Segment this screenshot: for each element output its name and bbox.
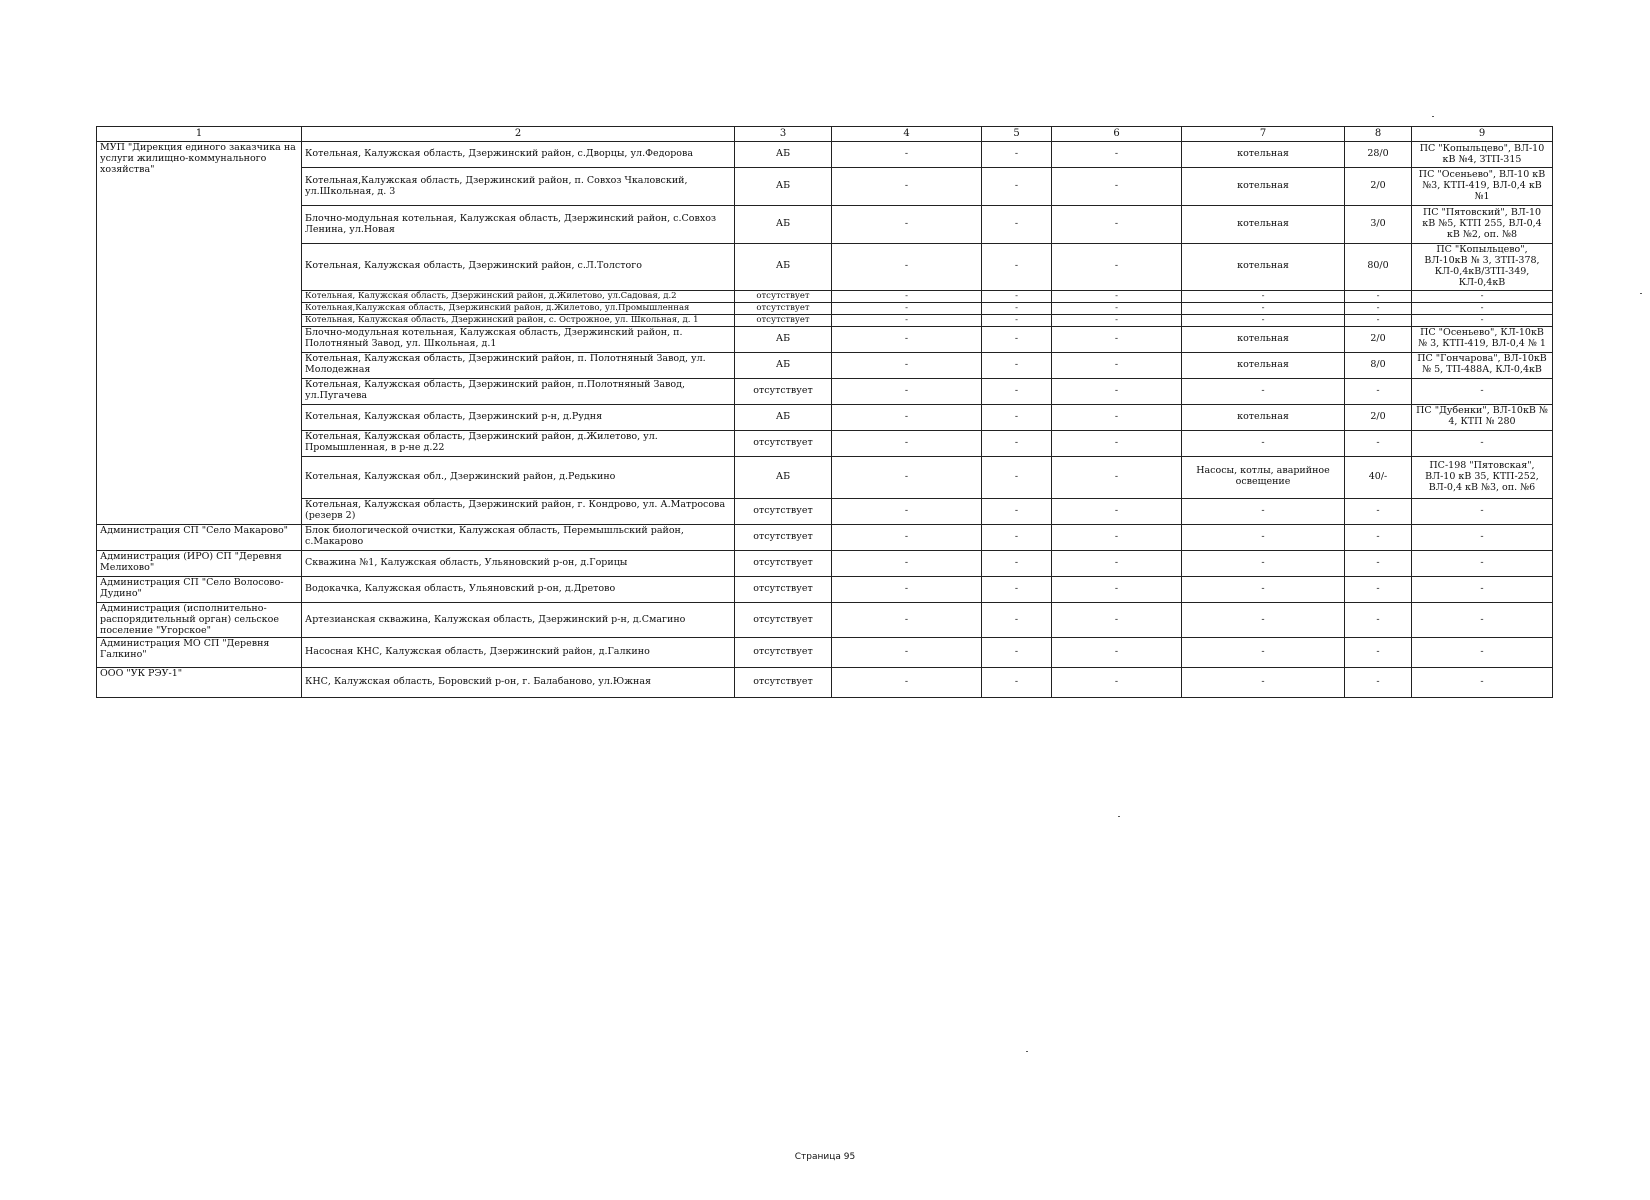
col7-cell: - [1182, 378, 1345, 404]
table-row [97, 290, 1553, 302]
col7-cell: - [1182, 302, 1345, 314]
col3-cell: отсутствует [735, 314, 832, 326]
col8-cell: - [1345, 602, 1412, 638]
col8-cell: - [1345, 524, 1412, 550]
col6-cell: - [1052, 290, 1182, 302]
object-cell: Котельная, Калужская область, Дзержинский район, г. Кондрово, ул. А.Матросова (резерв 2) [302, 498, 735, 524]
col4-cell: - [832, 456, 982, 498]
object-cell: Котельная, Калужская область, Дзержинский район, п. Полотняный Завод, ул. Молодежная [302, 352, 735, 378]
table-row [97, 668, 1553, 698]
col4-cell: - [832, 378, 982, 404]
col9-cell: ПС "Копыльцево", ВЛ-10кВ № 3, ЗТП-378, КЛ-0,4кВ/ЗТП-349, КЛ-0,4кВ [1412, 244, 1553, 291]
object-cell: Блочно-модульная котельная, Калужская область, Дзержинский район, п. Полотняный Завод, ул. Школьная, д.1 [302, 326, 735, 352]
col5-cell: - [982, 404, 1052, 430]
col8-cell: 3/0 [1345, 206, 1412, 244]
col7-cell: - [1182, 524, 1345, 550]
table-row [97, 326, 1553, 352]
col3-cell: АБ [735, 326, 832, 352]
col9-cell: - [1412, 314, 1553, 326]
col4-cell: - [832, 352, 982, 378]
col4-cell: - [832, 326, 982, 352]
object-cell: КНС, Калужская область, Боровский р-он, г. Балабаново, ул.Южная [302, 668, 735, 698]
header-col-3: 3 [735, 127, 832, 142]
col9-cell: - [1412, 378, 1553, 404]
col4-cell: - [832, 206, 982, 244]
organization-cell: ООО "УК РЭУ-1" [97, 668, 302, 698]
col9-cell: - [1412, 290, 1553, 302]
col3-cell: АБ [735, 244, 832, 291]
object-cell: Котельная,Калужская область, Дзержинский район, п. Совхоз Чкаловский, ул.Школьная, д. 3 [302, 168, 735, 206]
col5-cell: - [982, 352, 1052, 378]
col9-cell: - [1412, 302, 1553, 314]
col9-cell: - [1412, 524, 1553, 550]
object-cell: Котельная, Калужская область, Дзержинский район, с.Дворцы, ул.Федорова [302, 142, 735, 168]
col3-cell: АБ [735, 142, 832, 168]
col5-cell: - [982, 668, 1052, 698]
col5-cell: - [982, 498, 1052, 524]
col5-cell: - [982, 290, 1052, 302]
col4-cell: - [832, 524, 982, 550]
table-row [97, 244, 1553, 291]
col6-cell: - [1052, 638, 1182, 668]
col3-cell: отсутствует [735, 550, 832, 576]
object-cell: Котельная, Калужская обл., Дзержинский район, д.Редькино [302, 456, 735, 498]
table-row [97, 404, 1553, 430]
organization-cell: Администрация (ИРО) СП "Деревня Мелихово" [97, 550, 302, 576]
col7-cell: Насосы, котлы, аварийное освещение [1182, 456, 1345, 498]
col6-cell: - [1052, 206, 1182, 244]
col8-cell: 2/0 [1345, 404, 1412, 430]
table-row [97, 638, 1553, 668]
col9-cell: - [1412, 550, 1553, 576]
col9-cell: - [1412, 430, 1553, 456]
col5-cell: - [982, 206, 1052, 244]
col3-cell: АБ [735, 456, 832, 498]
scan-speck [1026, 1051, 1028, 1052]
table-body [97, 142, 1553, 698]
col4-cell: - [832, 602, 982, 638]
col7-cell: котельная [1182, 206, 1345, 244]
col9-cell: ПС "Осеньево", ВЛ-10 кВ №3, КТП-419, ВЛ-0,4 кВ №1 [1412, 168, 1553, 206]
col6-cell: - [1052, 550, 1182, 576]
col8-cell: - [1345, 576, 1412, 602]
data-table [96, 126, 1553, 698]
col5-cell: - [982, 142, 1052, 168]
scan-speck [1432, 116, 1434, 117]
col6-cell: - [1052, 668, 1182, 698]
col4-cell: - [832, 290, 982, 302]
col9-cell: ПС "Пятовский", ВЛ-10 кВ №5, КТП 255, ВЛ-0,4 кВ №2, оп. №8 [1412, 206, 1553, 244]
object-cell: Котельная, Калужская область, Дзержинский район, с. Острожное, ул. Школьная, д. 1 [302, 314, 735, 326]
object-cell: Насосная КНС, Калужская область, Дзержинский район, д.Галкино [302, 638, 735, 668]
object-cell: Котельная, Калужская область, Дзержинский район, д.Жилетово, ул. Промышленная, в р-не д.22 [302, 430, 735, 456]
col7-cell: - [1182, 668, 1345, 698]
col8-cell: - [1345, 378, 1412, 404]
scan-speck [1640, 293, 1642, 294]
table-row [97, 142, 1553, 168]
col7-cell: - [1182, 638, 1345, 668]
col3-cell: АБ [735, 352, 832, 378]
object-cell: Водокачка, Калужская область, Ульяновский р-он, д.Дретово [302, 576, 735, 602]
col8-cell: - [1345, 314, 1412, 326]
header-col-8: 8 [1345, 127, 1412, 142]
col9-cell: - [1412, 576, 1553, 602]
header-col-9: 9 [1412, 127, 1553, 142]
col4-cell: - [832, 498, 982, 524]
col4-cell: - [832, 430, 982, 456]
col7-cell: котельная [1182, 352, 1345, 378]
col5-cell: - [982, 378, 1052, 404]
col9-cell: - [1412, 668, 1553, 698]
object-cell: Котельная,Калужская область, Дзержинский район, д.Жилетово, ул.Промышленная [302, 302, 735, 314]
col5-cell: - [982, 314, 1052, 326]
col4-cell: - [832, 576, 982, 602]
table-row [97, 456, 1553, 498]
organization-cell: Администрация МО СП "Деревня Галкино" [97, 638, 302, 668]
col6-cell: - [1052, 168, 1182, 206]
page-number: Страница 95 [794, 1152, 856, 1162]
col4-cell: - [832, 168, 982, 206]
object-cell: Котельная, Калужская область, Дзержинский район, д.Жилетово, ул.Садовая, д.2 [302, 290, 735, 302]
col7-cell: котельная [1182, 168, 1345, 206]
col5-cell: - [982, 456, 1052, 498]
col3-cell: отсутствует [735, 302, 832, 314]
col5-cell: - [982, 602, 1052, 638]
col8-cell: 80/0 [1345, 244, 1412, 291]
col3-cell: АБ [735, 206, 832, 244]
col3-cell: отсутствует [735, 524, 832, 550]
col6-cell: - [1052, 302, 1182, 314]
header-col-1: 1 [97, 127, 302, 142]
col3-cell: отсутствует [735, 430, 832, 456]
col3-cell: отсутствует [735, 668, 832, 698]
organization-cell: Администрация СП "Село Макарово" [97, 524, 302, 550]
header-col-6: 6 [1052, 127, 1182, 142]
col7-cell: котельная [1182, 244, 1345, 291]
col5-cell: - [982, 168, 1052, 206]
col3-cell: отсутствует [735, 576, 832, 602]
col3-cell: АБ [735, 168, 832, 206]
col5-cell: - [982, 550, 1052, 576]
col7-cell: - [1182, 498, 1345, 524]
table-row [97, 576, 1553, 602]
col7-cell: котельная [1182, 142, 1345, 168]
col7-cell: котельная [1182, 326, 1345, 352]
col8-cell: - [1345, 430, 1412, 456]
table-row [97, 498, 1553, 524]
col6-cell: - [1052, 244, 1182, 291]
col3-cell: АБ [735, 404, 832, 430]
col4-cell: - [832, 302, 982, 314]
col6-cell: - [1052, 352, 1182, 378]
col9-cell: - [1412, 638, 1553, 668]
col4-cell: - [832, 314, 982, 326]
table-row [97, 524, 1553, 550]
col7-cell: - [1182, 290, 1345, 302]
table-row [97, 302, 1553, 314]
col8-cell: - [1345, 302, 1412, 314]
col9-cell: - [1412, 498, 1553, 524]
header-row [97, 127, 1553, 142]
col5-cell: - [982, 524, 1052, 550]
object-cell: Котельная, Калужская область, Дзержинский район, с.Л.Толстого [302, 244, 735, 291]
col6-cell: - [1052, 576, 1182, 602]
col9-cell: - [1412, 602, 1553, 638]
col7-cell: котельная [1182, 404, 1345, 430]
organization-cell: Администрация (исполнительно-распорядительный орган) сельское поселение "Угорское" [97, 602, 302, 638]
col5-cell: - [982, 576, 1052, 602]
col6-cell: - [1052, 404, 1182, 430]
col6-cell: - [1052, 430, 1182, 456]
col8-cell: 40/- [1345, 456, 1412, 498]
col8-cell: 8/0 [1345, 352, 1412, 378]
col9-cell: ПС "Копыльцево", ВЛ-10 кВ №4, ЗТП-315 [1412, 142, 1553, 168]
table-row [97, 602, 1553, 638]
organization-cell: МУП "Дирекция единого заказчика на услуги жилищно-коммунального хозяйства" [97, 142, 302, 525]
object-cell: Котельная, Калужская область, Дзержинский район, п.Полотняный Завод, ул.Пугачева [302, 378, 735, 404]
table-row [97, 378, 1553, 404]
object-cell: Артезианская скважина, Калужская область, Дзержинский р-н, д.Смагино [302, 602, 735, 638]
col4-cell: - [832, 638, 982, 668]
col5-cell: - [982, 326, 1052, 352]
col6-cell: - [1052, 314, 1182, 326]
col9-cell: ПС "Осеньево", КЛ-10кВ № 3, КТП-419, ВЛ-0,4 № 1 [1412, 326, 1553, 352]
object-cell: Котельная, Калужская область, Дзержинский р-н, д.Рудня [302, 404, 735, 430]
col5-cell: - [982, 302, 1052, 314]
col6-cell: - [1052, 142, 1182, 168]
col9-cell: ПС-198 "Пятовская", ВЛ-10 кВ 35, КТП-252, ВЛ-0,4 кВ №3, оп. №6 [1412, 456, 1553, 498]
header-col-7: 7 [1182, 127, 1345, 142]
col8-cell: 2/0 [1345, 168, 1412, 206]
col4-cell: - [832, 550, 982, 576]
col6-cell: - [1052, 524, 1182, 550]
col5-cell: - [982, 430, 1052, 456]
col7-cell: - [1182, 314, 1345, 326]
object-cell: Блочно-модульная котельная, Калужская область, Дзержинский район, с.Совхоз Ленина, ул.Новая [302, 206, 735, 244]
col8-cell: - [1345, 638, 1412, 668]
col7-cell: - [1182, 576, 1345, 602]
header-col-4: 4 [832, 127, 982, 142]
col3-cell: отсутствует [735, 602, 832, 638]
col4-cell: - [832, 404, 982, 430]
col6-cell: - [1052, 326, 1182, 352]
col7-cell: - [1182, 602, 1345, 638]
table-row [97, 206, 1553, 244]
col8-cell: - [1345, 290, 1412, 302]
object-cell: Блок биологической очистки, Калужская область, Перемышльский район, с.Макарово [302, 524, 735, 550]
table-row [97, 314, 1553, 326]
header-col-5: 5 [982, 127, 1052, 142]
col6-cell: - [1052, 498, 1182, 524]
col6-cell: - [1052, 456, 1182, 498]
col3-cell: отсутствует [735, 498, 832, 524]
scan-speck [1118, 816, 1120, 817]
table-row [97, 168, 1553, 206]
col7-cell: - [1182, 550, 1345, 576]
object-cell: Скважина №1, Калужская область, Ульяновский р-он, д.Горицы [302, 550, 735, 576]
table-row [97, 430, 1553, 456]
table-row [97, 550, 1553, 576]
col4-cell: - [832, 668, 982, 698]
table-row [97, 352, 1553, 378]
col3-cell: отсутствует [735, 290, 832, 302]
col8-cell: 28/0 [1345, 142, 1412, 168]
col8-cell: - [1345, 498, 1412, 524]
header-col-2: 2 [302, 127, 735, 142]
col4-cell: - [832, 244, 982, 291]
col8-cell: - [1345, 668, 1412, 698]
col5-cell: - [982, 638, 1052, 668]
col7-cell: - [1182, 430, 1345, 456]
col8-cell: 2/0 [1345, 326, 1412, 352]
col6-cell: - [1052, 602, 1182, 638]
col9-cell: ПС "Гончарова", ВЛ-10кВ № 5, ТП-488А, КЛ-0,4кВ [1412, 352, 1553, 378]
col8-cell: - [1345, 550, 1412, 576]
col3-cell: отсутствует [735, 638, 832, 668]
col4-cell: - [832, 142, 982, 168]
col9-cell: ПС "Дубенки", ВЛ-10кВ № 4, КТП № 280 [1412, 404, 1553, 430]
col5-cell: - [982, 244, 1052, 291]
col6-cell: - [1052, 378, 1182, 404]
organization-cell: Администрация СП "Село Волосово-Дудино" [97, 576, 302, 602]
col3-cell: отсутствует [735, 378, 832, 404]
